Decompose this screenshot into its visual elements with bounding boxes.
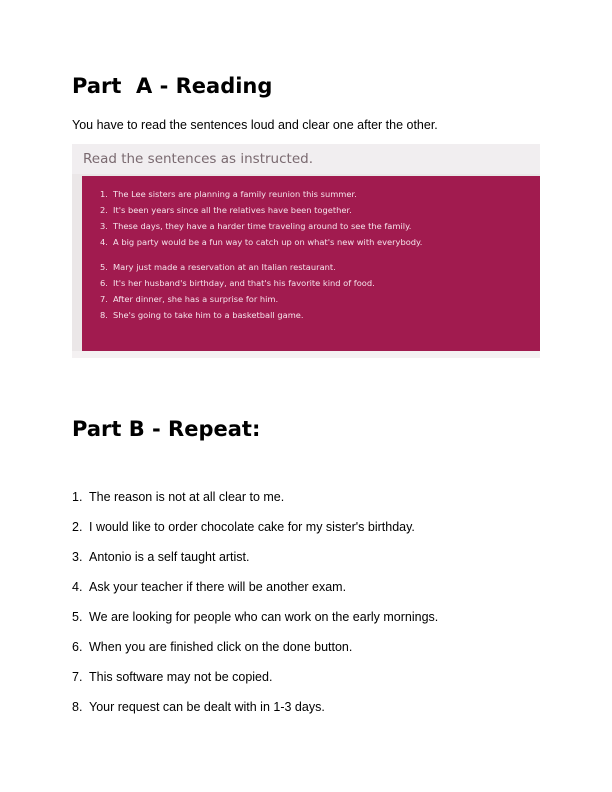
- reading-panel-header: [72, 144, 540, 174]
- reading-sentence: 6. It's her husband's birthday, and that's his favorite kind of food.: [100, 278, 375, 288]
- repeat-sentence: 7. This software may not be copied.: [72, 670, 273, 684]
- reading-sentence: 7. After dinner, she has a surprise for him.: [100, 294, 279, 304]
- reading-panel-footer: [72, 351, 540, 358]
- repeat-sentence: 5. We are looking for people who can work on the early mornings.: [72, 610, 439, 624]
- repeat-sentence: 4. Ask your teacher if there will be another exam.: [72, 580, 347, 594]
- repeat-sentence: 2. I would like to order chocolate cake for my sister's birthday.: [72, 520, 415, 534]
- reading-sentence: 5. Mary just made a reservation at an Italian restaurant.: [100, 262, 336, 272]
- repeat-sentence: 6. When you are finished click on the done button.: [72, 640, 353, 654]
- reading-panel-title: Read the sentences as instructed.: [83, 151, 313, 167]
- reading-sentence: 4. A big party would be a fun way to catch up on what's new with everybody.: [100, 237, 423, 247]
- reading-sentence: 2. It's been years since all the relatives have been together.: [100, 205, 352, 215]
- repeat-sentence: 8. Your request can be dealt with in 1-3 days.: [72, 700, 325, 714]
- reading-sentence: 1. The Lee sisters are planning a family reunion this summer.: [100, 189, 357, 199]
- reading-sentence: 3. These days, they have a harder time traveling around to see the family.: [100, 221, 412, 231]
- repeat-sentence: 1. The reason is not at all clear to me.: [72, 490, 285, 504]
- part-a-instructions: You have to read the sentences loud and clear one after the other.: [72, 118, 438, 132]
- part-a-heading: Part A - Reading: [72, 74, 273, 98]
- repeat-sentence: 3. Antonio is a self taught artist.: [72, 550, 250, 564]
- part-b-heading: Part B - Repeat:: [72, 417, 261, 441]
- reading-sentence: 8. She's going to take him to a basketball game.: [100, 310, 304, 320]
- reading-screenshot: [72, 144, 540, 358]
